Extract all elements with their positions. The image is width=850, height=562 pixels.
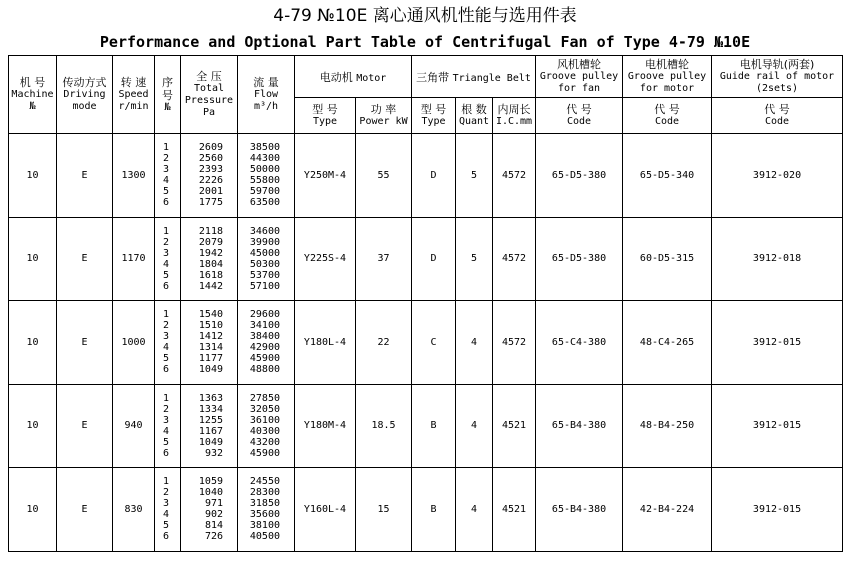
driving-cell: E xyxy=(57,134,113,218)
pressure-cell: 1540 1510 1412 1314 1177 1049 xyxy=(181,301,238,385)
belt-type-cell: B xyxy=(412,384,456,468)
driving-cell: E xyxy=(57,468,113,552)
quantity-cell: 5 xyxy=(456,134,493,218)
belt-type-cell: D xyxy=(412,217,456,301)
length-cell: 4521 xyxy=(493,384,536,468)
table-row xyxy=(9,468,843,552)
driving-cell: E xyxy=(57,384,113,468)
fan-code-cell: 65-C4-380 xyxy=(536,301,623,385)
header-motor-group: 电动机 Motor xyxy=(295,56,412,98)
header-inner-length: 内周长 I.C.mm xyxy=(493,98,536,134)
header-belt-group: 三角带 Triangle Belt xyxy=(412,56,536,98)
power-cell: 37 xyxy=(356,217,412,301)
pressure-cell: 1059 1040 971 902 814 726 xyxy=(181,468,238,552)
speed-cell: 1170 xyxy=(113,217,155,301)
motor-code-cell: 65-D5-340 xyxy=(623,134,712,218)
motor-type-cell: Y180M-4 xyxy=(295,384,356,468)
driving-cell: E xyxy=(57,217,113,301)
header-fan-pulley: 风机槽轮 Groove pulley for fan xyxy=(536,56,623,98)
performance-table xyxy=(8,55,843,552)
rail-code-cell: 3912-015 xyxy=(712,468,843,552)
header-motor-type: 型 号 Type xyxy=(295,98,356,134)
header-motor-code: 代 号 Code xyxy=(623,98,712,134)
belt-type-cell: D xyxy=(412,134,456,218)
table-row xyxy=(9,134,843,218)
power-cell: 22 xyxy=(356,301,412,385)
header-driving-mode: 传动方式 Driving mode xyxy=(57,56,113,134)
rail-code-cell: 3912-015 xyxy=(712,384,843,468)
header-machine: 机 号 Machine № xyxy=(9,56,57,134)
length-cell: 4521 xyxy=(493,468,536,552)
flow-cell: 27850 32050 36100 40300 43200 45900 xyxy=(238,384,295,468)
header-seq: 序 号 № xyxy=(155,56,181,134)
motor-code-cell: 48-C4-265 xyxy=(623,301,712,385)
quantity-cell: 4 xyxy=(456,384,493,468)
seq-cell: 1 2 3 4 5 6 xyxy=(155,301,181,385)
length-cell: 4572 xyxy=(493,134,536,218)
length-cell: 4572 xyxy=(493,301,536,385)
fan-code-cell: 65-D5-380 xyxy=(536,217,623,301)
pressure-cell: 1363 1334 1255 1167 1049 932 xyxy=(181,384,238,468)
header-row-1 xyxy=(9,56,843,98)
length-cell: 4572 xyxy=(493,217,536,301)
flow-cell: 29600 34100 38400 42900 45900 48800 xyxy=(238,301,295,385)
speed-cell: 940 xyxy=(113,384,155,468)
power-cell: 55 xyxy=(356,134,412,218)
machine-cell: 10 xyxy=(9,217,57,301)
fan-code-cell: 65-B4-380 xyxy=(536,384,623,468)
quantity-cell: 4 xyxy=(456,301,493,385)
seq-cell: 1 2 3 4 5 6 xyxy=(155,217,181,301)
header-speed: 转 速 Speed r/min xyxy=(113,56,155,134)
motor-code-cell: 42-B4-224 xyxy=(623,468,712,552)
motor-type-cell: Y160L-4 xyxy=(295,468,356,552)
power-cell: 15 xyxy=(356,468,412,552)
rail-code-cell: 3912-018 xyxy=(712,217,843,301)
flow-cell: 34600 39900 45000 50300 53700 57100 xyxy=(238,217,295,301)
belt-type-cell: C xyxy=(412,301,456,385)
rail-code-cell: 3912-015 xyxy=(712,301,843,385)
motor-code-cell: 60-D5-315 xyxy=(623,217,712,301)
speed-cell: 830 xyxy=(113,468,155,552)
power-cell: 18.5 xyxy=(356,384,412,468)
flow-cell: 24550 28300 31850 35600 38100 40500 xyxy=(238,468,295,552)
machine-cell: 10 xyxy=(9,384,57,468)
header-guide-rail: 电机导轨(两套) Guide rail of motor (2sets) xyxy=(712,56,843,98)
belt-type-cell: B xyxy=(412,468,456,552)
flow-cell: 38500 44300 50000 55800 59700 63500 xyxy=(238,134,295,218)
header-total-pressure: 全 压 Total Pressure Pa xyxy=(181,56,238,134)
seq-cell: 1 2 3 4 5 6 xyxy=(155,468,181,552)
page-title-en: Performance and Optional Part Table of Centrifugal Fan of Type 4-79 №10E xyxy=(99,33,751,51)
header-rail-code: 代 号 Code xyxy=(712,98,843,134)
rail-code-cell: 3912-020 xyxy=(712,134,843,218)
motor-type-cell: Y225S-4 xyxy=(295,217,356,301)
header-quantity: 根 数 Quant xyxy=(456,98,493,134)
driving-cell: E xyxy=(57,301,113,385)
speed-cell: 1000 xyxy=(113,301,155,385)
machine-cell: 10 xyxy=(9,468,57,552)
quantity-cell: 4 xyxy=(456,468,493,552)
table-row xyxy=(9,384,843,468)
quantity-cell: 5 xyxy=(456,217,493,301)
pressure-cell: 2609 2560 2393 2226 2001 1775 xyxy=(181,134,238,218)
table-row xyxy=(9,301,843,385)
motor-type-cell: Y250M-4 xyxy=(295,134,356,218)
fan-code-cell: 65-D5-380 xyxy=(536,134,623,218)
machine-cell: 10 xyxy=(9,134,57,218)
header-motor-pulley: 电机槽轮 Groove pulley for motor xyxy=(623,56,712,98)
header-flow: 流 量 Flow m³/h xyxy=(238,56,295,134)
seq-cell: 1 2 3 4 5 6 xyxy=(155,134,181,218)
speed-cell: 1300 xyxy=(113,134,155,218)
header-fan-code: 代 号 Code xyxy=(536,98,623,134)
table-row xyxy=(9,217,843,301)
motor-type-cell: Y180L-4 xyxy=(295,301,356,385)
machine-cell: 10 xyxy=(9,301,57,385)
header-power: 功 率 Power kW xyxy=(356,98,412,134)
header-belt-type: 型 号 Type xyxy=(412,98,456,134)
motor-code-cell: 48-B4-250 xyxy=(623,384,712,468)
seq-cell: 1 2 3 4 5 6 xyxy=(155,384,181,468)
page-title-cn: 4-79 №10E 离心通风机性能与选用件表 xyxy=(273,6,577,26)
fan-code-cell: 65-B4-380 xyxy=(536,468,623,552)
pressure-cell: 2118 2079 1942 1804 1618 1442 xyxy=(181,217,238,301)
